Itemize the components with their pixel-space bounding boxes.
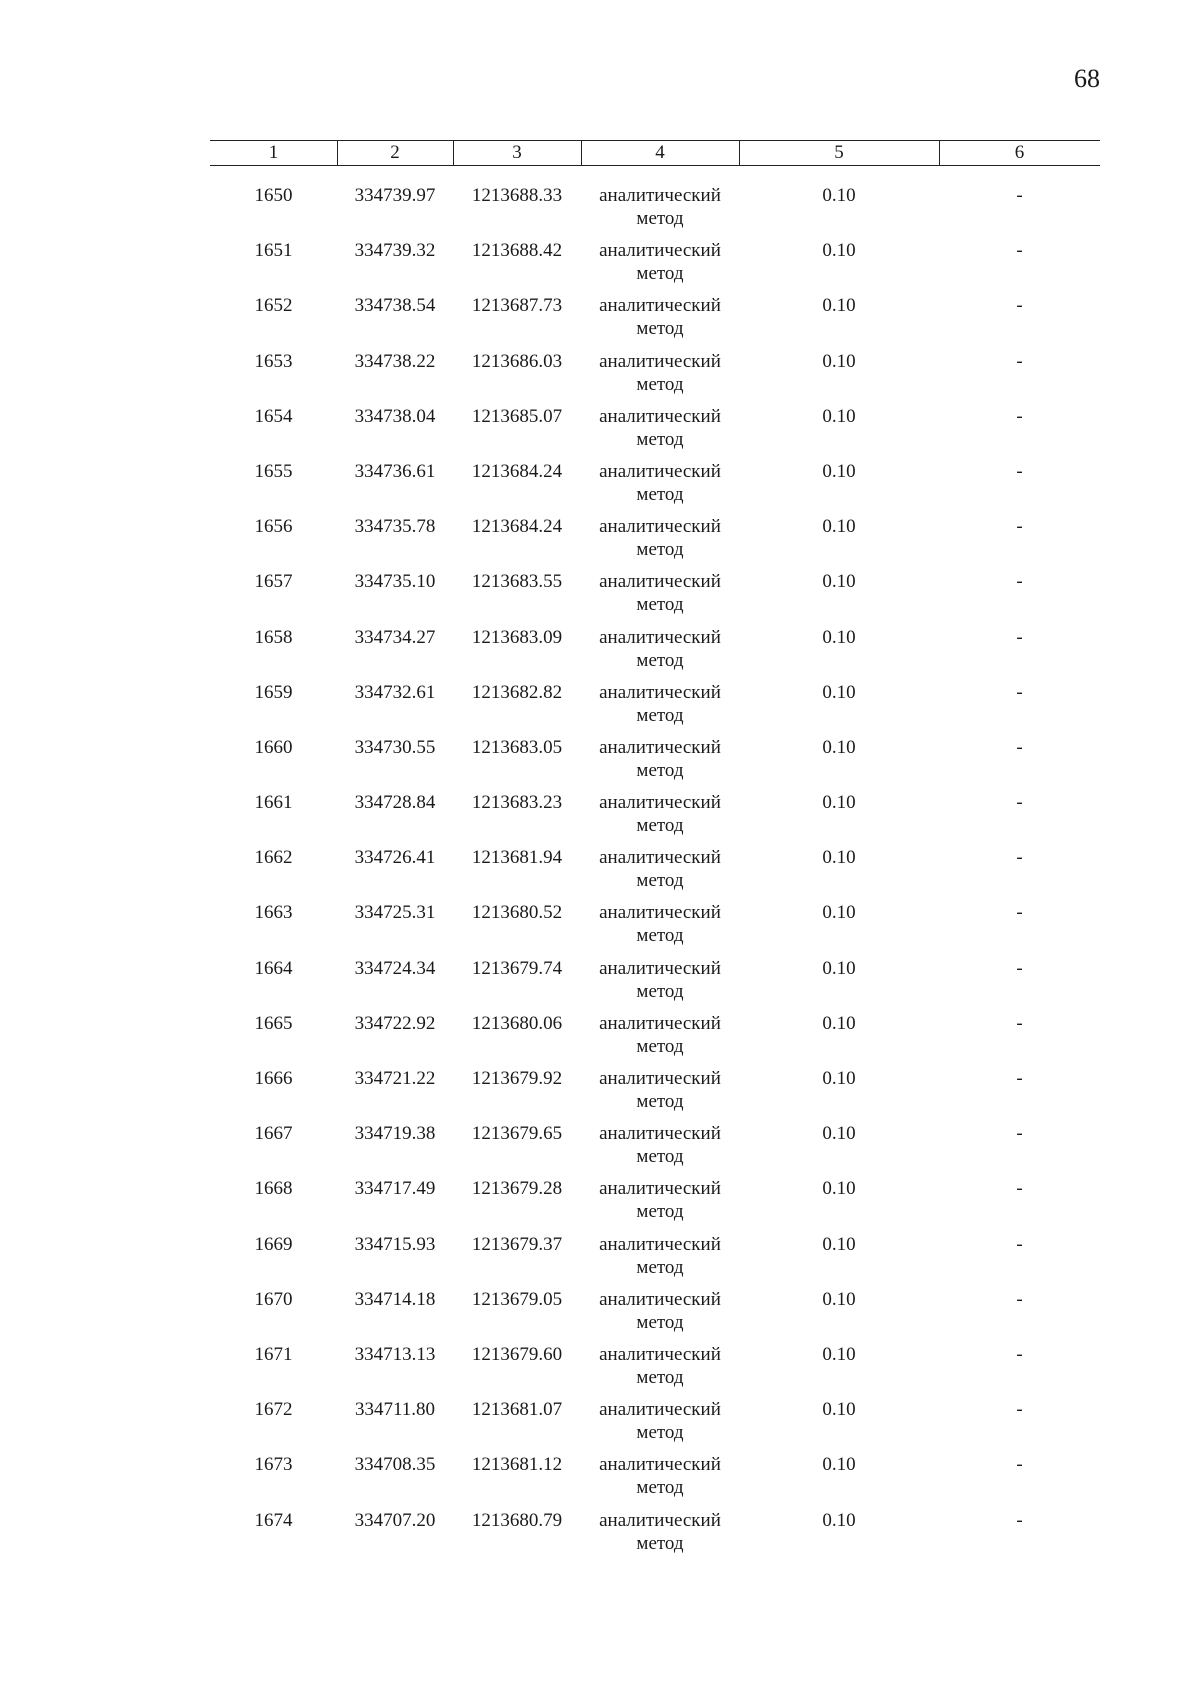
accuracy-value: 0.10 <box>822 1288 856 1310</box>
coordinate-y: 1213679.65 <box>471 1123 563 1145</box>
point-number: 1666 <box>254 1068 293 1089</box>
method-cell <box>581 460 739 506</box>
table-row <box>210 1233 1100 1288</box>
method-cell <box>581 294 739 340</box>
accuracy-value: 0.10 <box>822 681 856 703</box>
method-line-2: метод <box>636 815 684 837</box>
accuracy-value: 0.10 <box>822 1509 856 1531</box>
method-cell <box>581 1067 739 1113</box>
method-cell <box>581 239 739 285</box>
note-value: - <box>1016 571 1023 593</box>
method-cell <box>581 1509 739 1555</box>
method-cell <box>581 901 739 947</box>
header-col-5: 5 <box>834 142 844 163</box>
method-line-2: метод <box>636 1422 684 1444</box>
coordinate-y: 1213679.74 <box>471 957 563 979</box>
table-header-row <box>210 140 1100 166</box>
method-line-2: метод <box>636 870 684 892</box>
header-col-3: 3 <box>512 142 522 163</box>
coordinate-y: 1213683.09 <box>471 626 563 648</box>
table-row <box>210 1288 1100 1343</box>
coordinate-y: 1213680.06 <box>471 1012 563 1034</box>
note-value: - <box>1016 1012 1023 1034</box>
point-number: 1655 <box>254 460 293 482</box>
method-cell <box>581 957 739 1003</box>
point-number: 1657 <box>254 571 293 593</box>
method-line-1: аналитический <box>599 1288 721 1310</box>
method-line-2: метод <box>636 1366 684 1388</box>
accuracy-value: 0.10 <box>822 792 856 814</box>
note-value: - <box>1016 1123 1023 1145</box>
accuracy-value: 0.10 <box>822 1233 856 1255</box>
accuracy-value: 0.10 <box>822 847 856 869</box>
method-line-2: метод <box>636 483 684 505</box>
coordinate-y: 1213679.05 <box>471 1288 563 1310</box>
note-value: - <box>1016 185 1023 206</box>
point-number: 1661 <box>254 792 293 814</box>
method-line-1: аналитический <box>599 460 721 482</box>
method-line-2: метод <box>636 318 684 340</box>
method-line-2: метод <box>636 925 684 947</box>
note-value: - <box>1016 405 1023 427</box>
coordinate-y: 1213681.07 <box>471 1399 563 1421</box>
method-line-2: метод <box>636 594 684 616</box>
coordinate-x: 334707.20 <box>354 1509 436 1531</box>
method-cell <box>581 1233 739 1279</box>
coordinate-y: 1213681.12 <box>471 1454 563 1476</box>
coordinate-x: 334730.55 <box>354 736 436 758</box>
coordinate-x: 334739.32 <box>354 240 436 262</box>
point-number: 1654 <box>254 405 293 427</box>
coordinate-x: 334715.93 <box>354 1233 436 1255</box>
coordinate-y: 1213683.05 <box>471 736 563 758</box>
note-value: - <box>1016 460 1023 482</box>
method-line-1: аналитический <box>599 240 721 262</box>
accuracy-value: 0.10 <box>822 736 856 758</box>
coordinate-x: 334722.92 <box>354 1012 436 1034</box>
coordinate-y: 1213683.23 <box>471 792 563 814</box>
point-number: 1668 <box>254 1178 293 1200</box>
note-value: - <box>1016 1233 1023 1255</box>
accuracy-value: 0.10 <box>822 1178 856 1200</box>
method-line-2: метод <box>636 1256 684 1278</box>
method-line-1: аналитический <box>599 1454 721 1476</box>
point-number: 1650 <box>254 185 293 206</box>
coordinate-y: 1213683.55 <box>471 571 563 593</box>
note-value: - <box>1016 516 1023 538</box>
point-number: 1656 <box>254 516 293 538</box>
table-row <box>210 570 1100 625</box>
coordinate-x: 334711.80 <box>354 1399 436 1421</box>
note-value: - <box>1016 1509 1023 1531</box>
accuracy-value: 0.10 <box>822 295 856 317</box>
coordinate-x: 334728.84 <box>354 792 436 814</box>
method-line-1: аналитический <box>599 350 721 372</box>
coordinate-y: 1213679.28 <box>471 1178 563 1200</box>
method-cell <box>581 1122 739 1168</box>
table-row <box>210 515 1100 570</box>
coordinate-y: 1213684.24 <box>471 460 563 482</box>
note-value: - <box>1016 240 1023 262</box>
table-row <box>210 736 1100 791</box>
table-row <box>210 957 1100 1012</box>
coordinate-x: 334717.49 <box>354 1178 436 1200</box>
table-row <box>210 1177 1100 1232</box>
accuracy-value: 0.10 <box>822 405 856 427</box>
method-line-2: метод <box>636 1035 684 1057</box>
method-line-1: аналитический <box>599 185 721 206</box>
table-body <box>210 184 1100 1564</box>
point-number: 1670 <box>254 1288 293 1310</box>
table-row <box>210 460 1100 515</box>
table-row <box>210 1122 1100 1177</box>
point-number: 1659 <box>254 681 293 703</box>
method-line-1: аналитический <box>599 1178 721 1200</box>
method-cell <box>581 350 739 396</box>
method-line-2: метод <box>636 1091 684 1112</box>
method-cell <box>581 1453 739 1499</box>
accuracy-value: 0.10 <box>822 902 856 924</box>
method-line-2: метод <box>636 759 684 781</box>
point-number: 1665 <box>254 1012 293 1034</box>
table-row <box>210 350 1100 405</box>
coordinate-y: 1213688.42 <box>471 240 563 262</box>
coordinate-x: 334726.41 <box>354 847 436 869</box>
coordinate-x: 334736.61 <box>354 460 436 482</box>
method-line-1: аналитический <box>599 902 721 924</box>
note-value: - <box>1016 626 1023 648</box>
coordinate-x: 334738.54 <box>354 295 436 317</box>
note-value: - <box>1016 847 1023 869</box>
coordinates-table <box>210 140 1100 1554</box>
method-line-1: аналитический <box>599 1068 721 1089</box>
method-line-1: аналитический <box>599 1399 721 1421</box>
header-col-4: 4 <box>655 142 665 163</box>
accuracy-value: 0.10 <box>822 1068 856 1089</box>
method-line-2: метод <box>636 704 684 726</box>
point-number: 1658 <box>254 626 293 648</box>
table-row <box>210 184 1100 239</box>
method-cell <box>581 184 739 230</box>
point-number: 1651 <box>254 240 293 262</box>
method-line-1: аналитический <box>599 1012 721 1034</box>
method-cell <box>581 791 739 837</box>
method-line-1: аналитический <box>599 405 721 427</box>
table-row <box>210 681 1100 736</box>
coordinate-y: 1213681.94 <box>471 847 563 869</box>
accuracy-value: 0.10 <box>822 1399 856 1421</box>
note-value: - <box>1016 1178 1023 1200</box>
point-number: 1673 <box>254 1454 293 1476</box>
point-number: 1669 <box>254 1233 293 1255</box>
method-cell <box>581 1288 739 1334</box>
coordinate-x: 334725.31 <box>354 902 436 924</box>
note-value: - <box>1016 902 1023 924</box>
method-line-1: аналитический <box>599 626 721 648</box>
coordinate-x: 334738.22 <box>354 350 436 372</box>
method-line-1: аналитический <box>599 1343 721 1365</box>
accuracy-value: 0.10 <box>822 240 856 262</box>
coordinate-y: 1213684.24 <box>471 516 563 538</box>
coordinate-x: 334721.22 <box>354 1068 436 1089</box>
note-value: - <box>1016 681 1023 703</box>
note-value: - <box>1016 1068 1023 1089</box>
coordinate-x: 334735.10 <box>354 571 436 593</box>
note-value: - <box>1016 1288 1023 1310</box>
note-value: - <box>1016 1454 1023 1476</box>
accuracy-value: 0.10 <box>822 185 856 206</box>
method-line-1: аналитический <box>599 847 721 869</box>
note-value: - <box>1016 295 1023 317</box>
table-row <box>210 1343 1100 1398</box>
method-cell <box>581 846 739 892</box>
coordinate-y: 1213686.03 <box>471 350 563 372</box>
note-value: - <box>1016 1399 1023 1421</box>
note-value: - <box>1016 957 1023 979</box>
coordinate-x: 334735.78 <box>354 516 436 538</box>
accuracy-value: 0.10 <box>822 1012 856 1034</box>
method-line-1: аналитический <box>599 571 721 593</box>
coordinate-x: 334708.35 <box>354 1454 436 1476</box>
coordinate-x: 334734.27 <box>354 626 436 648</box>
table-row <box>210 239 1100 294</box>
method-cell <box>581 1012 739 1058</box>
table-row <box>210 1398 1100 1453</box>
method-line-2: метод <box>636 373 684 395</box>
method-line-2: метод <box>636 263 684 285</box>
table-row <box>210 1453 1100 1508</box>
method-line-1: аналитический <box>599 295 721 317</box>
point-number: 1667 <box>254 1123 293 1145</box>
accuracy-value: 0.10 <box>822 626 856 648</box>
method-line-2: метод <box>636 1477 684 1499</box>
note-value: - <box>1016 350 1023 372</box>
point-number: 1664 <box>254 957 293 979</box>
accuracy-value: 0.10 <box>822 350 856 372</box>
point-number: 1662 <box>254 847 293 869</box>
note-value: - <box>1016 792 1023 814</box>
accuracy-value: 0.10 <box>822 1123 856 1145</box>
coordinate-x: 334732.61 <box>354 681 436 703</box>
coordinate-y: 1213679.60 <box>471 1343 563 1365</box>
table-row <box>210 901 1100 956</box>
coordinate-y: 1213688.33 <box>471 185 563 206</box>
accuracy-value: 0.10 <box>822 1343 856 1365</box>
accuracy-value: 0.10 <box>822 460 856 482</box>
note-value: - <box>1016 1343 1023 1365</box>
point-number: 1663 <box>254 902 293 924</box>
method-cell <box>581 1398 739 1444</box>
method-line-1: аналитический <box>599 1509 721 1531</box>
header-col-6: 6 <box>1014 142 1025 163</box>
coordinate-x: 334724.34 <box>354 957 436 979</box>
coordinate-x: 334713.13 <box>354 1343 436 1365</box>
coordinate-y: 1213679.37 <box>471 1233 563 1255</box>
coordinate-x: 334719.38 <box>354 1123 436 1145</box>
coordinate-y: 1213682.82 <box>471 681 563 703</box>
table-row <box>210 626 1100 681</box>
method-line-2: метод <box>636 980 684 1002</box>
method-line-2: метод <box>636 649 684 671</box>
method-cell <box>581 1343 739 1389</box>
coordinate-x: 334739.97 <box>354 185 436 206</box>
page-number: 68 <box>1074 64 1100 93</box>
point-number: 1672 <box>254 1399 293 1421</box>
coordinate-y: 1213687.73 <box>471 295 563 317</box>
header-col-1: 1 <box>268 142 279 163</box>
method-line-2: метод <box>636 1311 684 1333</box>
point-number: 1652 <box>254 295 293 317</box>
point-number: 1653 <box>254 350 293 372</box>
coordinate-y: 1213685.07 <box>471 405 563 427</box>
accuracy-value: 0.10 <box>822 571 856 593</box>
method-line-2: метод <box>636 1201 684 1223</box>
method-line-2: метод <box>636 1532 684 1554</box>
table-row <box>210 1012 1100 1067</box>
method-line-1: аналитический <box>599 681 721 703</box>
method-cell <box>581 515 739 561</box>
method-line-1: аналитический <box>599 792 721 814</box>
table-row <box>210 791 1100 846</box>
table-row <box>210 1067 1100 1122</box>
note-value: - <box>1016 736 1023 758</box>
accuracy-value: 0.10 <box>822 1454 856 1476</box>
table-row <box>210 1509 1100 1564</box>
coordinate-y: 1213680.79 <box>471 1509 563 1531</box>
method-cell <box>581 626 739 672</box>
accuracy-value: 0.10 <box>822 957 856 979</box>
method-line-1: аналитический <box>599 1233 721 1255</box>
method-cell <box>581 736 739 782</box>
method-line-1: аналитический <box>599 516 721 538</box>
coordinate-x: 334738.04 <box>354 405 436 427</box>
method-line-1: аналитический <box>599 736 721 758</box>
method-line-1: аналитический <box>599 1123 721 1145</box>
method-line-2: метод <box>636 539 684 561</box>
point-number: 1671 <box>254 1343 293 1365</box>
point-number: 1674 <box>254 1509 293 1531</box>
method-cell <box>581 405 739 451</box>
table-row <box>210 405 1100 460</box>
method-cell <box>581 1177 739 1223</box>
method-line-2: метод <box>636 208 684 229</box>
coordinate-x: 334714.18 <box>354 1288 436 1310</box>
header-col-2: 2 <box>390 142 400 163</box>
method-cell <box>581 681 739 727</box>
accuracy-value: 0.10 <box>822 516 856 538</box>
table-row <box>210 846 1100 901</box>
coordinate-y: 1213680.52 <box>471 902 563 924</box>
table-row <box>210 294 1100 349</box>
method-line-2: метод <box>636 1146 684 1168</box>
method-line-2: метод <box>636 428 684 450</box>
coordinate-y: 1213679.92 <box>471 1068 563 1089</box>
method-cell <box>581 570 739 616</box>
method-line-1: аналитический <box>599 957 721 979</box>
point-number: 1660 <box>254 736 293 758</box>
